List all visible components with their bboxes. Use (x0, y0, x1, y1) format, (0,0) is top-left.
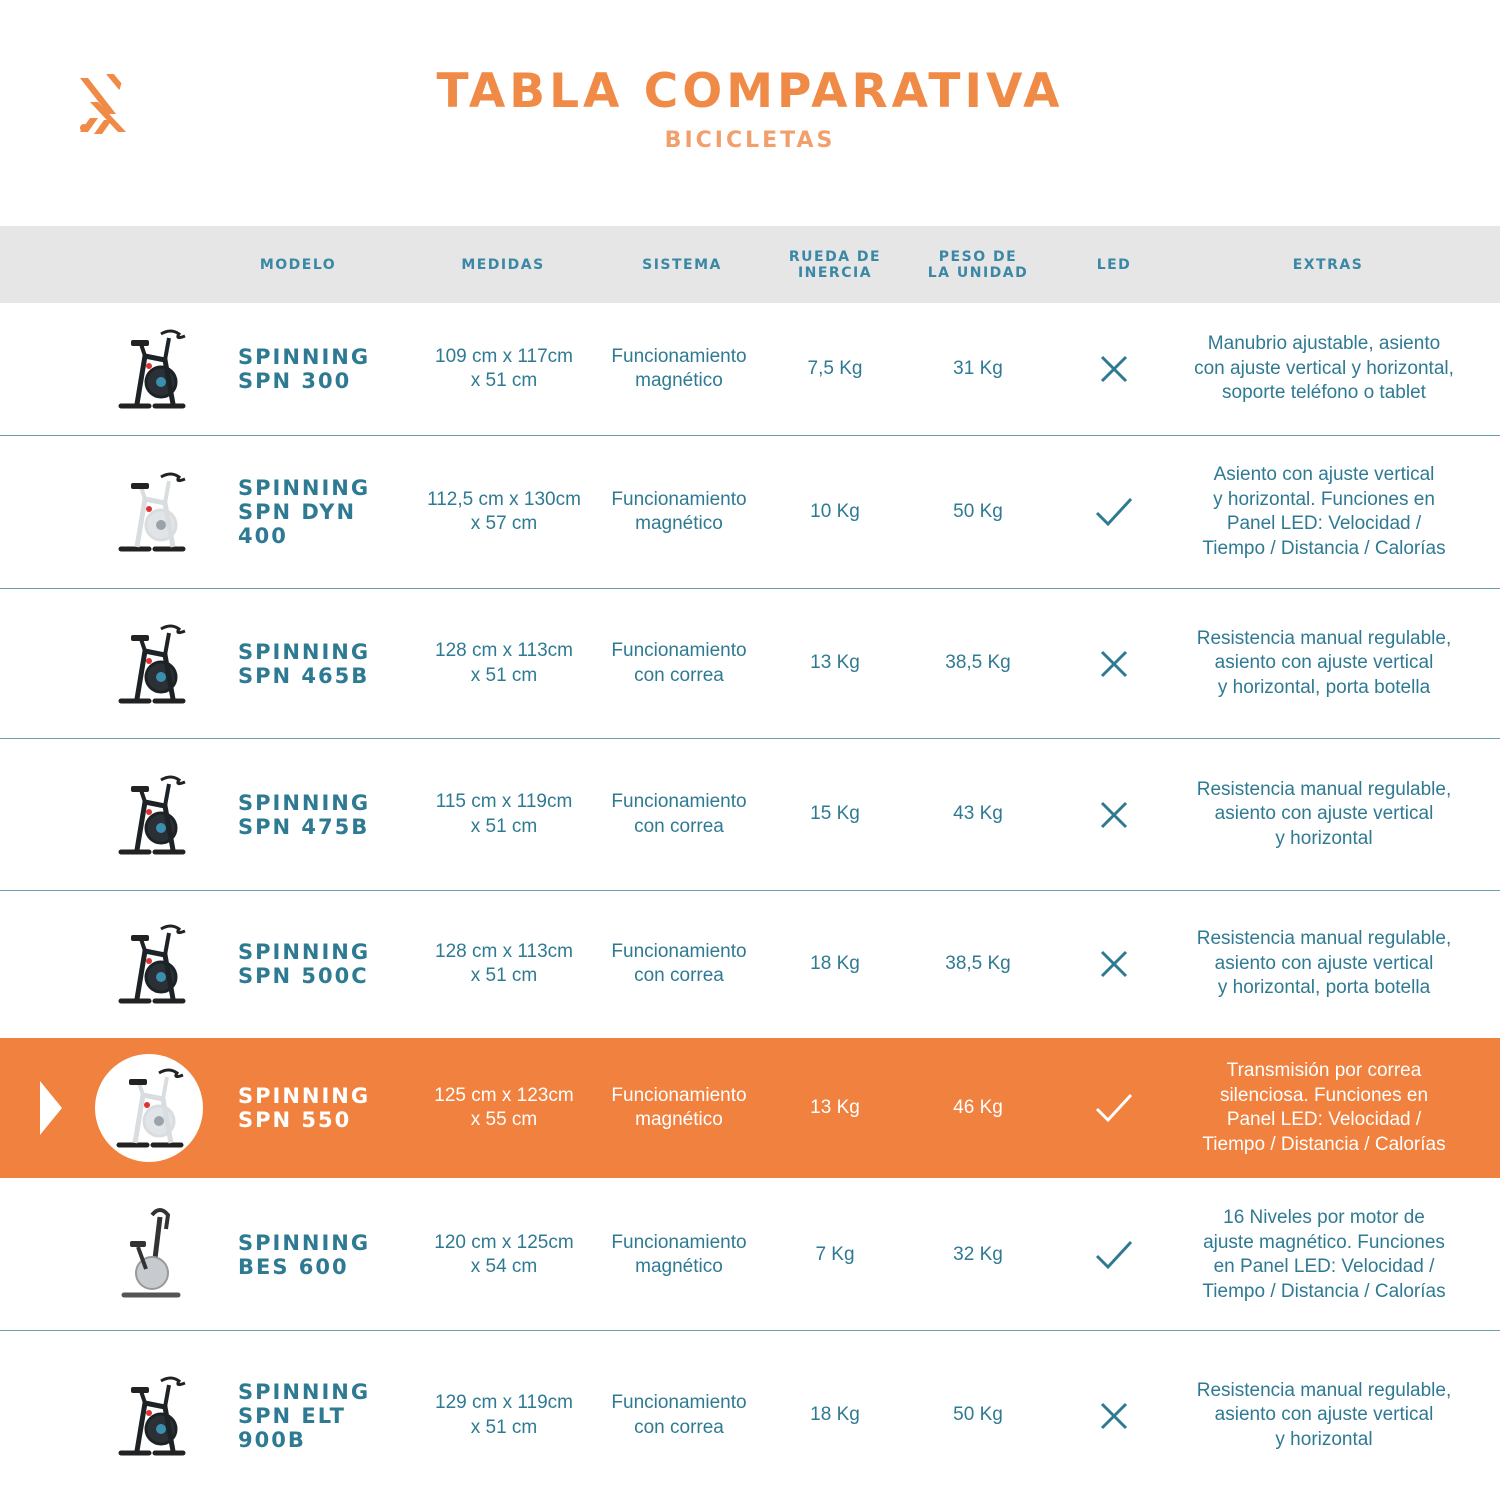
medidas-value: 115 cm x 119cm x 51 cm (435, 791, 573, 837)
table-row (0, 303, 1500, 435)
page-title: TABLA COMPARATIVA (436, 64, 1064, 119)
peso-value: 43 Kg (953, 803, 1003, 825)
peso-value: 46 Kg (953, 1096, 1003, 1118)
cross-icon (1084, 303, 1144, 435)
column-header-modelo: MODELO (259, 256, 337, 273)
sistema-value: Funcionamiento con correa (611, 940, 747, 986)
check-icon (1084, 1038, 1144, 1178)
rueda-value: 15 Kg (810, 803, 860, 825)
table-row (0, 891, 1500, 1037)
column-header-sistema: SISTEMA (642, 256, 722, 273)
extras-value: Manubrio ajustable, asiento con ajuste vertical y horizontal, soporte teléfono o tablet (1194, 333, 1454, 404)
page-subtitle: BICICLETAS (664, 128, 836, 153)
model-name: SPINNING SPN 500C (238, 940, 371, 988)
column-header-rueda: RUEDA DE INERCIA (788, 248, 882, 281)
bike-image (96, 1331, 206, 1500)
check-icon (1084, 1180, 1144, 1330)
rueda-value: 10 Kg (810, 500, 860, 522)
extras-value: Resistencia manual regulable, asiento con ajuste vertical y horizontal (1196, 778, 1452, 849)
peso-value: 32 Kg (953, 1243, 1003, 1265)
table-row (0, 436, 1500, 588)
medidas-value: 125 cm x 123cm x 55 cm (434, 1084, 574, 1130)
column-header-led: LED (1096, 256, 1132, 273)
rueda-value: 13 Kg (810, 652, 860, 674)
table-row (0, 589, 1500, 738)
extras-value: Resistencia manual regulable, asiento con ajuste vertical y horizontal, porta botella (1196, 627, 1452, 698)
model-name: SPINNING SPN ELT 900B (238, 1379, 371, 1452)
sistema-value: Funcionamiento con correa (611, 640, 747, 686)
extras-value: Asiento con ajuste vertical y horizontal. Funciones en Panel LED: Velocidad / Tiempo / Distancia / Calorías (1202, 464, 1446, 559)
model-name: SPINNING BES 600 (238, 1231, 371, 1279)
bike-image (96, 436, 206, 588)
extras-value: Transmisión por correa silenciosa. Funciones en Panel LED: Velocidad / Tiempo / Distancia / Calorías (1202, 1060, 1446, 1155)
peso-value: 50 Kg (953, 1404, 1003, 1426)
extras-value: 16 Niveles por motor de ajuste magnético. Funciones en Panel LED: Velocidad / Tiempo / Distancia / Calorías (1202, 1207, 1446, 1302)
medidas-value: 128 cm x 113cm x 51 cm (435, 640, 573, 686)
bike-image (94, 1038, 204, 1178)
cross-icon (1084, 739, 1144, 890)
model-name: SPINNING SPN DYN 400 (238, 476, 371, 548)
bike-image (96, 1180, 206, 1330)
model-name: SPINNING SPN 465B (238, 639, 371, 688)
sistema-value: Funcionamiento con correa (611, 791, 747, 837)
model-name: SPINNING SPN 550 (238, 1084, 371, 1132)
cross-icon (1084, 891, 1144, 1037)
medidas-value: 120 cm x 125cm x 54 cm (434, 1231, 574, 1277)
bike-image (96, 739, 206, 890)
peso-value: 38,5 Kg (945, 952, 1011, 974)
medidas-value: 128 cm x 113cm x 51 cm (435, 940, 573, 986)
peso-value: 31 Kg (953, 357, 1003, 379)
bike-image (96, 589, 206, 738)
table-row (0, 1331, 1500, 1500)
medidas-value: 129 cm x 119cm x 51 cm (435, 1392, 573, 1438)
peso-value: 38,5 Kg (945, 652, 1011, 674)
extras-value: Resistencia manual regulable, asiento con ajuste vertical y horizontal, porta botella (1196, 928, 1452, 999)
model-name: SPINNING SPN 300 (238, 345, 371, 393)
sistema-value: Funcionamiento magnético (611, 1084, 747, 1130)
table-row (0, 1038, 1500, 1178)
check-icon (1084, 436, 1144, 588)
cross-icon (1084, 1331, 1144, 1500)
column-header-peso: PESO DE LA UNIDAD (927, 248, 1029, 281)
extras-value: Resistencia manual regulable, asiento con ajuste vertical y horizontal (1196, 1379, 1452, 1450)
bike-image (96, 891, 206, 1037)
medidas-value: 112,5 cm x 130cm x 57 cm (427, 488, 581, 534)
model-name: SPINNING SPN 475B (238, 790, 371, 839)
rueda-value: 18 Kg (810, 952, 860, 974)
cross-icon (1084, 589, 1144, 738)
column-header-medidas: MEDIDAS (461, 256, 545, 273)
rueda-value: 7,5 Kg (807, 357, 863, 379)
rueda-value: 18 Kg (810, 1404, 860, 1426)
sistema-value: Funcionamiento magnético (611, 488, 747, 534)
sistema-value: Funcionamiento magnético (611, 1231, 747, 1277)
rueda-value: 13 Kg (810, 1096, 860, 1118)
selected-row-indicator (40, 1081, 62, 1135)
peso-value: 50 Kg (953, 500, 1003, 522)
bike-image (96, 303, 206, 435)
table-header (0, 226, 1500, 303)
sistema-value: Funcionamiento con correa (611, 1392, 747, 1438)
medidas-value: 109 cm x 117cm x 51 cm (435, 345, 573, 391)
table-row (0, 739, 1500, 890)
table-row (0, 1180, 1500, 1330)
sistema-value: Funcionamiento magnético (611, 345, 747, 391)
rueda-value: 7 Kg (815, 1243, 855, 1265)
column-header-extras: EXTRAS (1292, 256, 1364, 273)
